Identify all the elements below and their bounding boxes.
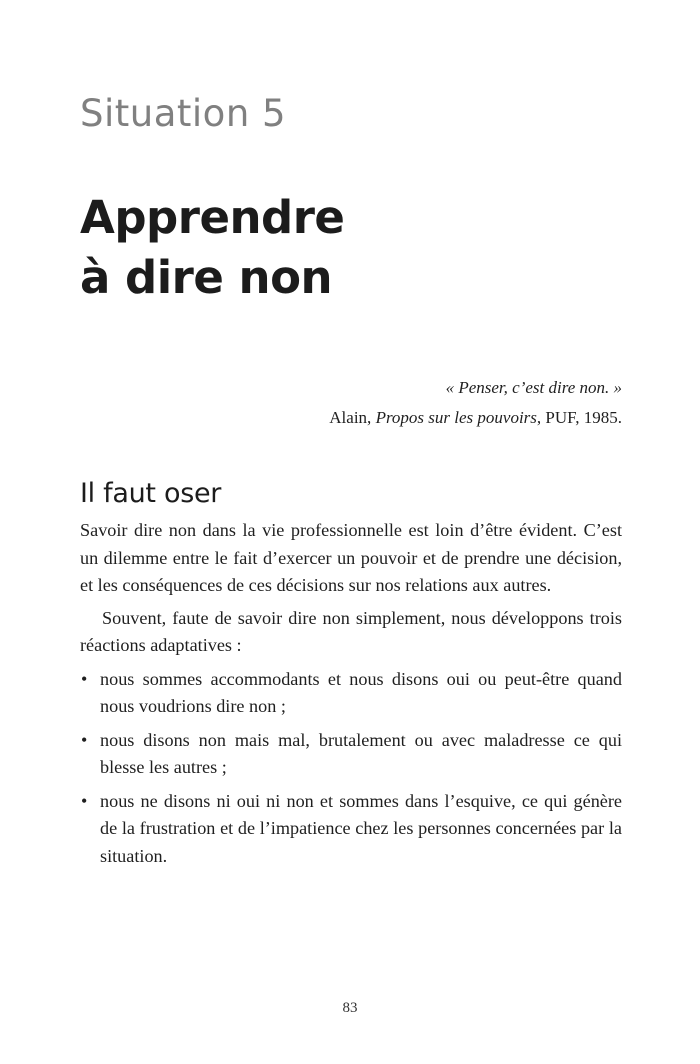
section-heading: Il faut oser <box>80 478 222 509</box>
list-item <box>80 666 622 721</box>
list-item-text: nous disons non mais mal, brutalement ou avec maladresse ce qui blesse les autres ; <box>100 729 622 777</box>
bullet-list <box>80 666 622 871</box>
chapter-title <box>80 188 344 308</box>
list-item <box>80 727 622 782</box>
chapter-title-line-2: à dire non <box>80 251 333 304</box>
chapter-title-line-1: Apprendre <box>80 191 345 244</box>
bullet-icon: • <box>81 790 88 811</box>
list-item <box>80 788 622 871</box>
epigraph-source <box>329 403 622 433</box>
section-body <box>80 517 622 876</box>
paragraph-1: Savoir dire non dans la vie professionnelle est loin d’être évident. C’est un dilemme entre le fait d’exercer un pouvoir et de prendre une décision, et les conséquences de ces décisions sur nos relations aux autres. <box>80 520 622 595</box>
epigraph-quote: « Penser, c’est dire non. » <box>445 378 622 397</box>
epigraph-publisher: , PUF, 1985. <box>536 408 622 427</box>
list-item-text: nous sommes accommodants et nous disons oui ou peut-être quand nous voudrions dire non ; <box>100 668 622 716</box>
bullet-icon: • <box>81 668 88 689</box>
epigraph <box>329 373 622 433</box>
list-item-text: nous ne disons ni oui ni non et sommes dans l’esquive, ce qui génère de la frustration et de l’impatience chez les personnes concernées par la situation. <box>100 790 622 866</box>
page-number: 83 <box>342 1000 358 1016</box>
chapter-label: Situation 5 <box>80 92 287 135</box>
paragraph-2: Souvent, faute de savoir dire non simplement, nous développons trois réactions adaptatives : <box>80 607 622 655</box>
bullet-icon: • <box>81 729 88 750</box>
epigraph-author: Alain, <box>329 408 376 427</box>
epigraph-work: Propos sur les pouvoirs <box>375 408 537 427</box>
